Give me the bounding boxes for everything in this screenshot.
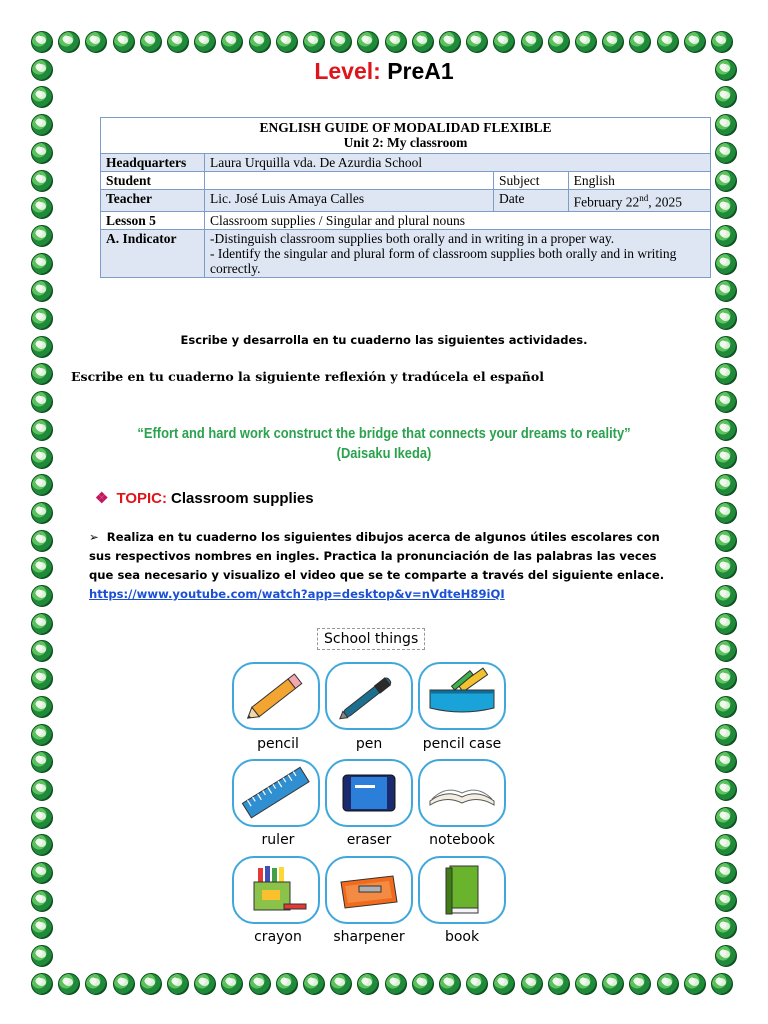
globe-border-icon — [439, 31, 461, 53]
student-label: Student — [101, 172, 205, 190]
globe-border-icon — [548, 973, 570, 995]
level-label: Level: — [314, 58, 381, 84]
globe-border-icon — [715, 751, 737, 773]
globe-border-icon — [31, 502, 53, 524]
globe-border-icon — [140, 973, 162, 995]
globe-border-icon — [575, 973, 597, 995]
globe-border-icon — [439, 973, 461, 995]
pencil-case-caption: pencil case — [422, 736, 502, 752]
globe-border-icon — [629, 973, 651, 995]
indicator-label: A. Indicator — [101, 229, 205, 277]
ruler-caption: ruler — [261, 832, 295, 848]
pencil-card — [232, 662, 320, 730]
globe-border-icon — [412, 973, 434, 995]
school-things-figure — [228, 622, 509, 952]
globe-border-icon — [715, 142, 737, 164]
globe-border-icon — [31, 751, 53, 773]
globe-border-icon — [602, 31, 624, 53]
globe-border-icon — [711, 31, 733, 53]
globe-border-icon — [657, 31, 679, 53]
globe-border-icon — [521, 973, 543, 995]
guide-unit: Unit 2: My classroom — [343, 135, 468, 150]
globe-border-icon — [31, 696, 53, 718]
topic-heading — [95, 489, 314, 507]
school-things-title: School things — [317, 628, 425, 650]
ruler-card — [232, 759, 320, 827]
page-title — [0, 58, 768, 85]
headquarters-label: Headquarters — [101, 154, 205, 172]
globe-border-icon — [31, 668, 53, 690]
globe-border-icon — [276, 31, 298, 53]
pen-icon — [327, 664, 411, 728]
globe-border-icon — [385, 31, 407, 53]
quote-author: (Daisaku Ikeda) — [336, 445, 432, 462]
globe-border-icon — [31, 724, 53, 746]
globe-border-icon — [715, 419, 737, 441]
date-year: , 2025 — [648, 194, 682, 210]
book-card — [418, 856, 506, 924]
pencil-case-icon — [420, 664, 504, 728]
globe-border-icon — [31, 225, 53, 247]
globe-border-icon — [31, 391, 53, 413]
globe-border-icon — [715, 585, 737, 607]
globe-border-icon — [31, 363, 53, 385]
ruler-icon — [234, 761, 318, 825]
globe-border-icon — [113, 973, 135, 995]
globe-border-icon — [715, 86, 737, 108]
globe-border-icon — [140, 31, 162, 53]
globe-border-icon — [715, 945, 737, 967]
globe-border-icon — [194, 973, 216, 995]
globe-border-icon — [548, 31, 570, 53]
globe-border-icon — [31, 834, 53, 856]
globe-border-icon — [575, 31, 597, 53]
globe-border-icon — [521, 31, 543, 53]
pencil-caption: pencil — [257, 736, 299, 752]
subject-value: English — [568, 172, 710, 190]
globe-border-icon — [657, 973, 679, 995]
globe-border-icon — [31, 280, 53, 302]
globe-border-icon — [31, 973, 53, 995]
globe-border-icon — [711, 973, 733, 995]
sharpener-card — [325, 856, 413, 924]
globe-border-icon — [412, 31, 434, 53]
globe-border-icon — [715, 447, 737, 469]
notebook-card — [418, 759, 506, 827]
globe-border-icon — [85, 31, 107, 53]
globe-border-icon — [493, 973, 515, 995]
globe-border-icon — [715, 557, 737, 579]
globe-border-icon — [715, 308, 737, 330]
globe-border-icon — [715, 834, 737, 856]
globe-border-icon — [303, 973, 325, 995]
globe-border-icon — [493, 31, 515, 53]
globe-border-icon — [31, 31, 53, 53]
globe-border-icon — [31, 530, 53, 552]
globe-border-icon — [715, 114, 737, 136]
globe-border-icon — [85, 973, 107, 995]
globe-border-icon — [31, 807, 53, 829]
globe-border-icon — [167, 973, 189, 995]
globe-border-icon — [31, 253, 53, 275]
lesson-label: Lesson 5 — [101, 211, 205, 229]
globe-border-icon — [715, 890, 737, 912]
globe-border-icon — [31, 86, 53, 108]
headquarters-value: Laura Urquilla vda. De Azurdia School — [205, 154, 711, 172]
topic-label: TOPIC: — [116, 490, 168, 507]
globe-border-icon — [330, 973, 352, 995]
quote — [54, 424, 714, 464]
pencil-case-card — [418, 662, 506, 730]
indicator-line-2: - Identify the singular and plural form of classroom supplies both orally and in writing correctly. — [210, 245, 677, 276]
globe-border-icon — [31, 197, 53, 219]
globe-border-icon — [31, 862, 53, 884]
date-ordinal: nd — [639, 193, 649, 203]
globe-border-icon — [357, 31, 379, 53]
eraser-icon — [327, 761, 411, 825]
video-link[interactable]: https://www.youtube.com/watch?app=desktop&v=nVdteH89iQI — [89, 587, 505, 601]
eraser-card — [325, 759, 413, 827]
globe-border-icon — [31, 474, 53, 496]
teacher-value: Lic. José Luis Amaya Calles — [205, 190, 494, 212]
globe-border-icon — [221, 31, 243, 53]
pen-card — [325, 662, 413, 730]
globe-border-icon — [684, 31, 706, 53]
quote-text: “Effort and hard work construct the bridge that connects your dreams to reality” — [137, 425, 631, 442]
globe-border-icon — [466, 973, 488, 995]
topic-text: Classroom supplies — [171, 490, 314, 507]
globe-border-icon — [113, 31, 135, 53]
crayon-icon — [234, 858, 318, 922]
student-value — [205, 172, 494, 190]
eraser-caption: eraser — [346, 832, 392, 848]
globe-border-icon — [715, 668, 737, 690]
globe-border-icon — [31, 447, 53, 469]
globe-border-icon — [31, 114, 53, 136]
book-icon — [420, 858, 504, 922]
indicator-value — [205, 229, 711, 277]
globe-border-icon — [715, 613, 737, 635]
globe-border-icon — [715, 225, 737, 247]
date-value — [568, 190, 710, 212]
globe-border-icon — [31, 585, 53, 607]
globe-border-icon — [276, 973, 298, 995]
notebook-icon — [420, 761, 504, 825]
diamond-bullet-icon: ❖ — [95, 490, 109, 507]
globe-border-icon — [31, 640, 53, 662]
globe-border-icon — [629, 31, 651, 53]
globe-border-icon — [715, 170, 737, 192]
globe-border-icon — [715, 779, 737, 801]
globe-border-icon — [466, 31, 488, 53]
guide-title-cell — [101, 118, 711, 154]
globe-border-icon — [715, 917, 737, 939]
globe-border-icon — [31, 613, 53, 635]
globe-border-icon — [715, 363, 737, 385]
guide-title: ENGLISH GUIDE OF MODALIDAD FLEXIBLE — [259, 120, 552, 135]
globe-border-icon — [715, 253, 737, 275]
globe-border-icon — [58, 31, 80, 53]
globe-border-icon — [715, 502, 737, 524]
date-label: Date — [494, 190, 569, 212]
globe-border-icon — [249, 31, 271, 53]
globe-border-icon — [330, 31, 352, 53]
globe-border-icon — [715, 197, 737, 219]
subject-label: Subject — [494, 172, 569, 190]
globe-border-icon — [31, 557, 53, 579]
globe-border-icon — [221, 973, 243, 995]
activity-paragraph — [89, 528, 669, 604]
globe-border-icon — [58, 973, 80, 995]
globe-border-icon — [385, 973, 407, 995]
globe-border-icon — [715, 862, 737, 884]
crayon-card — [232, 856, 320, 924]
globe-border-icon — [31, 308, 53, 330]
globe-border-icon — [715, 280, 737, 302]
sharpener-icon — [327, 858, 411, 922]
globe-border-icon — [303, 31, 325, 53]
instruction-text: Escribe y desarrolla en tu cuaderno las siguientes actividades. — [180, 333, 588, 347]
globe-border-icon — [31, 945, 53, 967]
globe-border-icon — [31, 917, 53, 939]
globe-border-icon — [31, 779, 53, 801]
globe-border-icon — [715, 724, 737, 746]
notebook-caption: notebook — [429, 832, 495, 848]
date-text: February 22 — [573, 194, 640, 210]
sharpener-caption: sharpener — [333, 929, 405, 945]
globe-border-icon — [684, 973, 706, 995]
globe-border-icon — [31, 170, 53, 192]
activity-text: Realiza en tu cuaderno los siguientes dibujos acerca de algunos útiles escolares con sus respectivos nombres en ingles. Practica la pronunciación de las palabras las veces que sea necesario y visualizo el video que se te comparte a través del siguiente enlace. — [89, 530, 665, 582]
teacher-label: Teacher — [101, 190, 205, 212]
pen-caption: pen — [355, 736, 383, 752]
guide-header-table — [100, 117, 711, 278]
globe-border-icon — [357, 973, 379, 995]
lesson-value: Classroom supplies / Singular and plural nouns — [205, 211, 711, 229]
globe-border-icon — [249, 973, 271, 995]
globe-border-icon — [715, 391, 737, 413]
globe-border-icon — [31, 419, 53, 441]
globe-border-icon — [31, 142, 53, 164]
globe-border-icon — [602, 973, 624, 995]
globe-border-icon — [194, 31, 216, 53]
reflection-prompt: Escribe en tu cuaderno la siguiente reflexión y tradúcela el español — [71, 369, 544, 384]
level-value: PreA1 — [387, 58, 454, 84]
globe-border-icon — [715, 696, 737, 718]
globe-border-icon — [715, 530, 737, 552]
globe-border-icon — [715, 807, 737, 829]
book-caption: book — [444, 929, 480, 945]
arrow-bullet-icon: ➢ — [89, 530, 99, 544]
globe-border-icon — [31, 890, 53, 912]
globe-border-icon — [715, 474, 737, 496]
globe-border-icon — [167, 31, 189, 53]
crayon-caption: crayon — [254, 929, 302, 945]
globe-border-icon — [715, 640, 737, 662]
indicator-line-1: -Distinguish classroom supplies both orally and in writing in a proper way. — [210, 230, 615, 246]
pencil-icon — [234, 664, 318, 728]
